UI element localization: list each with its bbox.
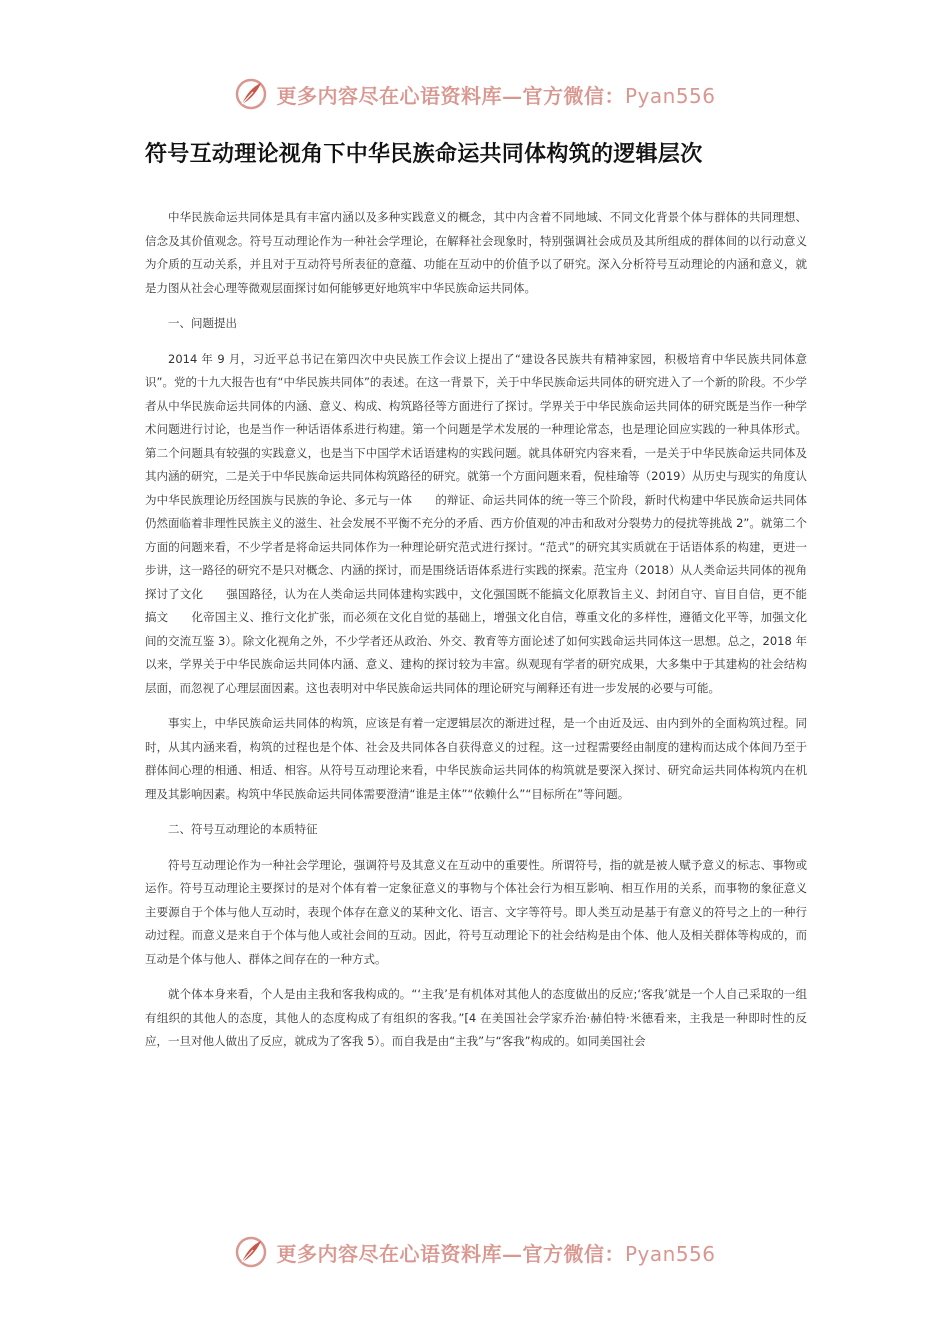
feather-pen-icon <box>234 1235 268 1269</box>
paragraph-fact: 事实上，中华民族命运共同体的构筑，应该是有着一定逻辑层次的渐进过程，是一个由近及远、由内到外的全面构筑过程。同时，从其内涵来看，构筑的过程也是个体、社会及共同体各自获得意义的过程。这一过程需要经由制度的建构而达成个体间乃至于群体间心理的相通、相适、相容。从符号互动理论来看，中华民族命运共同体的构筑就是要深入探讨、研究命运共同体构筑内在机理及其影响因素。构筑中华民族命运共同体需要澄清“谁是主体”“依赖什么”“目标所在”等问题。 <box>145 716 807 801</box>
section-heading-1: 一、问题提出 <box>168 316 237 330</box>
paragraph-self: 就个体本身来看，个人是由主我和客我构成的。“‘主我’是有机体对其他人的态度做出的反应;‘客我’就是一个人自己采取的一组有组织的其他人的态度，其他人的态度构成了有组织的客我。”[4 在美国社会学家乔治·赫伯特·米德看来，主我是一种即时性的反应，一旦对他人做出了反应，就成为了客我 5）。而自我是由“主我”与“客我”构成的。如同美国社会 <box>145 987 807 1048</box>
banner-text: 更多内容尽在心语资料库—官方微信：Pyan556 <box>276 83 716 108</box>
wechat-id: Pyan556 <box>624 83 716 108</box>
banner-text: 更多内容尽在心语资料库—官方微信：Pyan556 <box>276 1241 716 1266</box>
paragraph-problem: 2014 年 9 月，习近平总书记在第四次中央民族工作会议上提出了“建设各民族共有精神家园，积极培育中华民族共同体意识”。党的十九大报告也有“中华民族共同体”的表述。在这一背景下，关于中华民族命运共同体的研究进入了一个新的阶段。不少学者从中华民族命运共同体的内涵、意义、构成、构筑路径等方面进行了探讨。学界关于中华民族命运共同体的研究既是当作一种学术问题进行讨论，也是当作一种话语体系进行构建。第一个问题是学术发展的一种理论常态，也是理论回应实践的一种具体形式。第二个问题具有较强的实践意义，也是当下中国学术话语建构的实践问题。就具体研究内容来看，一是关于中华民族命运共同体及其内涵的研究，二是关于中华民族命运共同体构筑路径的研究。就第一个方面问题来看，倪桂瑜等（2019）从历史与现实的角度认为中华民族理论历经国族与民族的争论、多元与一体 的辩证、命运共同体的统一等三个阶段，新时代构建中华民族命运共同体仍然面临着非理性民族主义的滋生、社会发展不平衡不充分的矛盾、西方价值观的冲击和敌对分裂势力的侵扰等挑战 2”。就第二个方面的问题来看，不少学者是将命运共同体作为一种理论研究范式进行探讨。“范式”的研究其实质就在于话语体系的构建，更进一步讲，这一路径的研究不是只对概念、内涵的探讨，而是围绕话语体系进行实践的探索。范宝舟（2018）从人类命运共同体的视角探讨了文化 强国路径，认为在人类命运共同体建构实践中，文化强国既不能搞文化原教旨主义、封闭自守、盲目自信，更不能搞文 化帝国主义、推行文化扩张，而必须在文化自觉的基础上，增强文化自信，尊重文化的多样性，遵循文化平等，加强文化间的交流互鉴 3）。除文化视角之外，不少学者还从政治、外交、教育等方面论述了如何实践命运共同体这一思想。总之，2018 年以来，学界关于中华民族命运共同体内涵、意义、建构的探讨较为丰富。纵观现有学者的研究成果，大多集中于其建构的社会结构层面，而忽视了心理层面因素。这也表明对中华民族命运共同体的理论研究与阐释还有进一步发展的必要与可能。 <box>145 351 807 695</box>
document-title: 符号互动理论视角下中华民族命运共同体构筑的逻辑层次 <box>145 142 703 167</box>
document-body <box>145 206 807 1066</box>
section-heading-2: 二、符号互动理论的本质特征 <box>168 822 318 836</box>
footer-watermark-banner <box>0 1230 950 1274</box>
wechat-id: Pyan556 <box>624 1241 716 1266</box>
paragraph-theory: 符号互动理论作为一种社会学理论，强调符号及其意义在互动中的重要性。所谓符号，指的就是被人赋予意义的标志、事物或运作。符号互动理论主要探讨的是对个体有着一定象征意义的事物与个体社会行为相互影响、相互作用的关系，而事物的象征意义主要源自于个体与他人互动时，表现个体存在意义的某种文化、语言、文字等符号。即人类互动是基于有意义的符号之上的一种行动过程。而意义是来自于个体与他人或社会间的互动。因此，符号互动理论下的社会结构是由个体、他人及相关群体等构成的，而互动是个体与他人、群体之间存在的一种方式。 <box>145 857 807 966</box>
header-watermark-banner <box>0 72 950 116</box>
paragraph-intro: 中华民族命运共同体是具有丰富内涵以及多种实践意义的概念，其中内含着不同地域、不同文化背景个体与群体的共同理想、信念及其价值观念。符号互动理论作为一种社会学理论，在解释社会现象时，特别强调社会成员及其所组成的群体间的以行动意义为介质的互动关系，并且对于互动符号所表征的意蕴、功能在互动中的价值予以了研究。深入分析符号互动理论的内涵和意义，就是力图从社会心理等微观层面探讨如何能够更好地筑牢中华民族命运共同体。 <box>145 210 807 295</box>
feather-pen-icon <box>234 77 268 111</box>
